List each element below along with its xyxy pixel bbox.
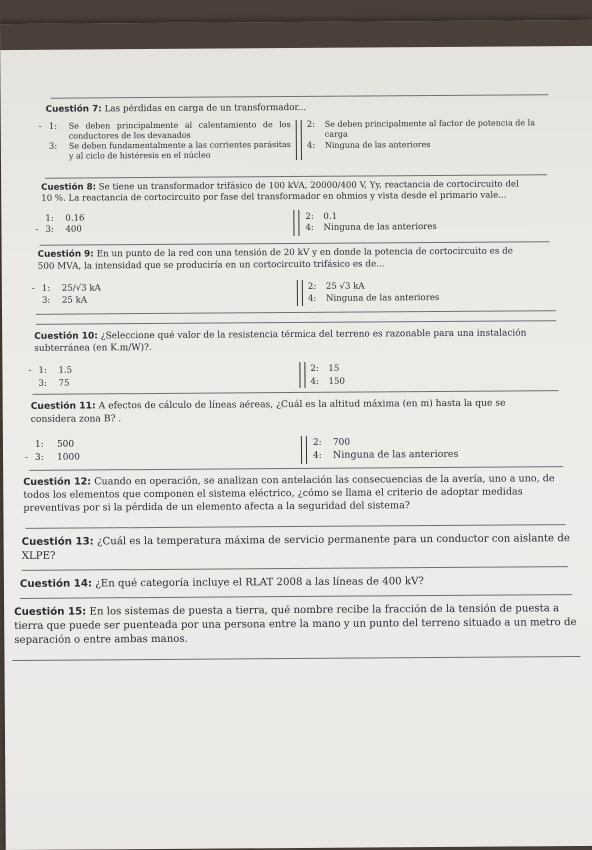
question-15-heading bbox=[14, 602, 588, 648]
q11-option-3-number: 3: bbox=[35, 452, 44, 463]
q10-option-3-number: 3: bbox=[38, 378, 47, 389]
divider bbox=[26, 524, 566, 529]
q10-option-1-number: 1: bbox=[38, 365, 47, 376]
question-15-label: Cuestión 15: bbox=[14, 606, 87, 618]
question-11-line-1: A efectos de cálculo de líneas aéreas, ¿Cuál es la altitud máxima (en m) hasta la que se bbox=[98, 397, 506, 412]
question-13-line-2: XLPE? bbox=[21, 550, 56, 562]
q10-option-3: 75 bbox=[58, 378, 70, 389]
q8-option-4-number: 4: bbox=[305, 222, 314, 233]
q8-option-3-number: 3: bbox=[45, 224, 54, 235]
divider bbox=[22, 566, 568, 571]
q8-option-2-number: 2: bbox=[305, 211, 314, 222]
q10-option-1: 1.5 bbox=[58, 365, 73, 376]
answer-mark: - bbox=[28, 365, 32, 376]
question-15-line-2: tierra que puede ser puenteada por una persona entre la mano y un punto del terreno situado a un metro de bbox=[14, 617, 577, 632]
divider bbox=[36, 310, 556, 315]
question-14-label: Cuestión 14: bbox=[19, 578, 93, 590]
q8-option-3: 400 bbox=[65, 224, 82, 235]
q8-option-2: 0.1 bbox=[323, 211, 338, 222]
question-10-line-1: ¿Seleccione qué valor de la resistencia térmica del terreno es razonable para una instalación bbox=[100, 328, 527, 342]
q7-option-3-number: 3: bbox=[48, 141, 58, 152]
exam-sheet bbox=[0, 20, 592, 850]
divider bbox=[33, 390, 559, 395]
divider bbox=[20, 594, 572, 599]
question-7-label: Cuestión 7: bbox=[45, 104, 102, 115]
question-11-heading bbox=[31, 397, 567, 426]
q7-option-2: Se deben principalmente al factor de potencia de la carga bbox=[324, 118, 536, 139]
divider bbox=[29, 466, 563, 471]
question-12-heading bbox=[23, 472, 575, 515]
q9-option-1: 25/√3 kA bbox=[61, 283, 101, 294]
question-8-line-1: Se tiene un transformador trifásico de 100 kVA, 20000/400 V, Yy, reactancia de cortocircuito del bbox=[98, 179, 519, 193]
answer-mark: - bbox=[38, 121, 42, 132]
question-8-line-2: 10 %. La reactancia de cortocircuito por fase del transformador en ohmios y vista desde el primario vale... bbox=[41, 190, 507, 204]
q9-option-4: Ninguna de las anteriores bbox=[325, 293, 440, 304]
question-13-label: Cuestión 13: bbox=[21, 536, 94, 548]
q11-option-4: Ninguna de las anteriores bbox=[332, 448, 459, 461]
option-separator bbox=[299, 362, 305, 388]
q9-option-2-number: 2: bbox=[307, 281, 317, 292]
question-8-label: Cuestión 8: bbox=[41, 182, 97, 193]
divider bbox=[45, 174, 547, 179]
question-11-line-2: considera zona B? . bbox=[30, 412, 122, 425]
option-separator bbox=[293, 210, 299, 236]
option-separator bbox=[301, 436, 307, 464]
option-separator bbox=[297, 280, 303, 306]
q7-option-4: Ninguna de las anteriores bbox=[324, 140, 431, 150]
question-13-line-1: ¿Cuál es la temperatura máxima de servicio permanente para un conductor con aislante de bbox=[96, 533, 570, 548]
question-15-line-3: separación o entre ambas manos. bbox=[14, 633, 188, 646]
q8-option-1-number: 1: bbox=[45, 213, 54, 224]
question-14-line-1: ¿En qué categoría incluye el RLAT 2008 a las líneas de 400 kV? bbox=[95, 576, 424, 590]
q7-option-4-number: 4: bbox=[306, 140, 316, 151]
question-9-heading bbox=[38, 246, 558, 273]
answer-mark: - bbox=[25, 452, 29, 463]
q7-option-1: Se deben principalmente al calentamiento de los conductores de los devanados bbox=[68, 120, 291, 141]
q10-option-4: 150 bbox=[328, 376, 345, 387]
q11-option-1: 500 bbox=[56, 439, 75, 450]
q11-option-3: 1000 bbox=[57, 452, 80, 463]
q9-option-3-number: 3: bbox=[41, 295, 51, 306]
question-12-label: Cuestión 12: bbox=[23, 476, 92, 488]
divider bbox=[40, 241, 550, 246]
question-10-label: Cuestión 10: bbox=[34, 331, 98, 342]
question-12-line-2: todos los elementos que componen el sistema eléctrico, ¿cómo se llama el criterio de adoptar medidas bbox=[23, 486, 523, 501]
q11-option-2-number: 2: bbox=[312, 437, 322, 448]
answer-mark: - bbox=[31, 283, 35, 294]
q11-option-2: 700 bbox=[332, 437, 351, 448]
q9-option-1-number: 1: bbox=[41, 283, 51, 294]
q7-option-2-number: 2: bbox=[306, 119, 316, 130]
question-11-label: Cuestión 11: bbox=[30, 400, 96, 412]
question-14-heading bbox=[20, 574, 580, 592]
q11-option-1-number: 1: bbox=[34, 439, 44, 450]
q10-option-2-number: 2: bbox=[310, 363, 319, 374]
q10-option-4-number: 4: bbox=[310, 376, 319, 387]
option-separator bbox=[296, 120, 302, 160]
question-12-line-1: Cuando en operación, se analizan con antelación las consecuencias de la avería, uno a uno, de bbox=[94, 473, 555, 488]
question-10-heading bbox=[34, 327, 564, 355]
question-8-heading bbox=[41, 179, 553, 205]
divider bbox=[12, 656, 580, 661]
q11-option-4-number: 4: bbox=[312, 450, 322, 461]
question-13-heading bbox=[22, 532, 582, 564]
question-7-heading bbox=[46, 102, 307, 116]
divider bbox=[36, 320, 556, 325]
question-9-line-1: En un punto de la red con una tensión de 20 kV y en donde la potencia de cortocircuito es de bbox=[96, 246, 514, 260]
q7-option-1-number: 1: bbox=[48, 121, 58, 132]
answer-mark: - bbox=[35, 224, 39, 235]
q9-option-2: 25 √3 kA bbox=[325, 281, 365, 292]
q7-option-3: Se deben fundamentalmente a las corrientes parásitas y al ciclo de histéresis en el núcleo bbox=[68, 140, 291, 161]
question-9-label: Cuestión 9: bbox=[37, 249, 94, 260]
question-9-line-2: 500 MVA, la intensidad que se produciría en un cortocircuito trifásico es de... bbox=[37, 258, 385, 272]
q10-option-2: 15 bbox=[328, 363, 340, 374]
background-top bbox=[0, 20, 592, 50]
question-10-line-2: subterránea (en K.m/W)?. bbox=[34, 343, 152, 354]
q9-option-3: 25 kA bbox=[61, 295, 88, 306]
question-15-line-1: En los sistemas de puesta a tierra, qué nombre recibe la fracción de la tensión de puesta a bbox=[89, 603, 560, 618]
q9-option-4-number: 4: bbox=[307, 293, 317, 304]
question-7-text: Las pérdidas en carga de un transformador... bbox=[104, 102, 307, 115]
q8-option-1: 0.16 bbox=[65, 213, 85, 224]
divider bbox=[51, 94, 549, 98]
question-12-line-3: preventivas por si la pérdida de un elemento afecta a la seguridad del sistema? bbox=[23, 500, 410, 514]
q8-option-4: Ninguna de las anteriores bbox=[323, 222, 437, 233]
